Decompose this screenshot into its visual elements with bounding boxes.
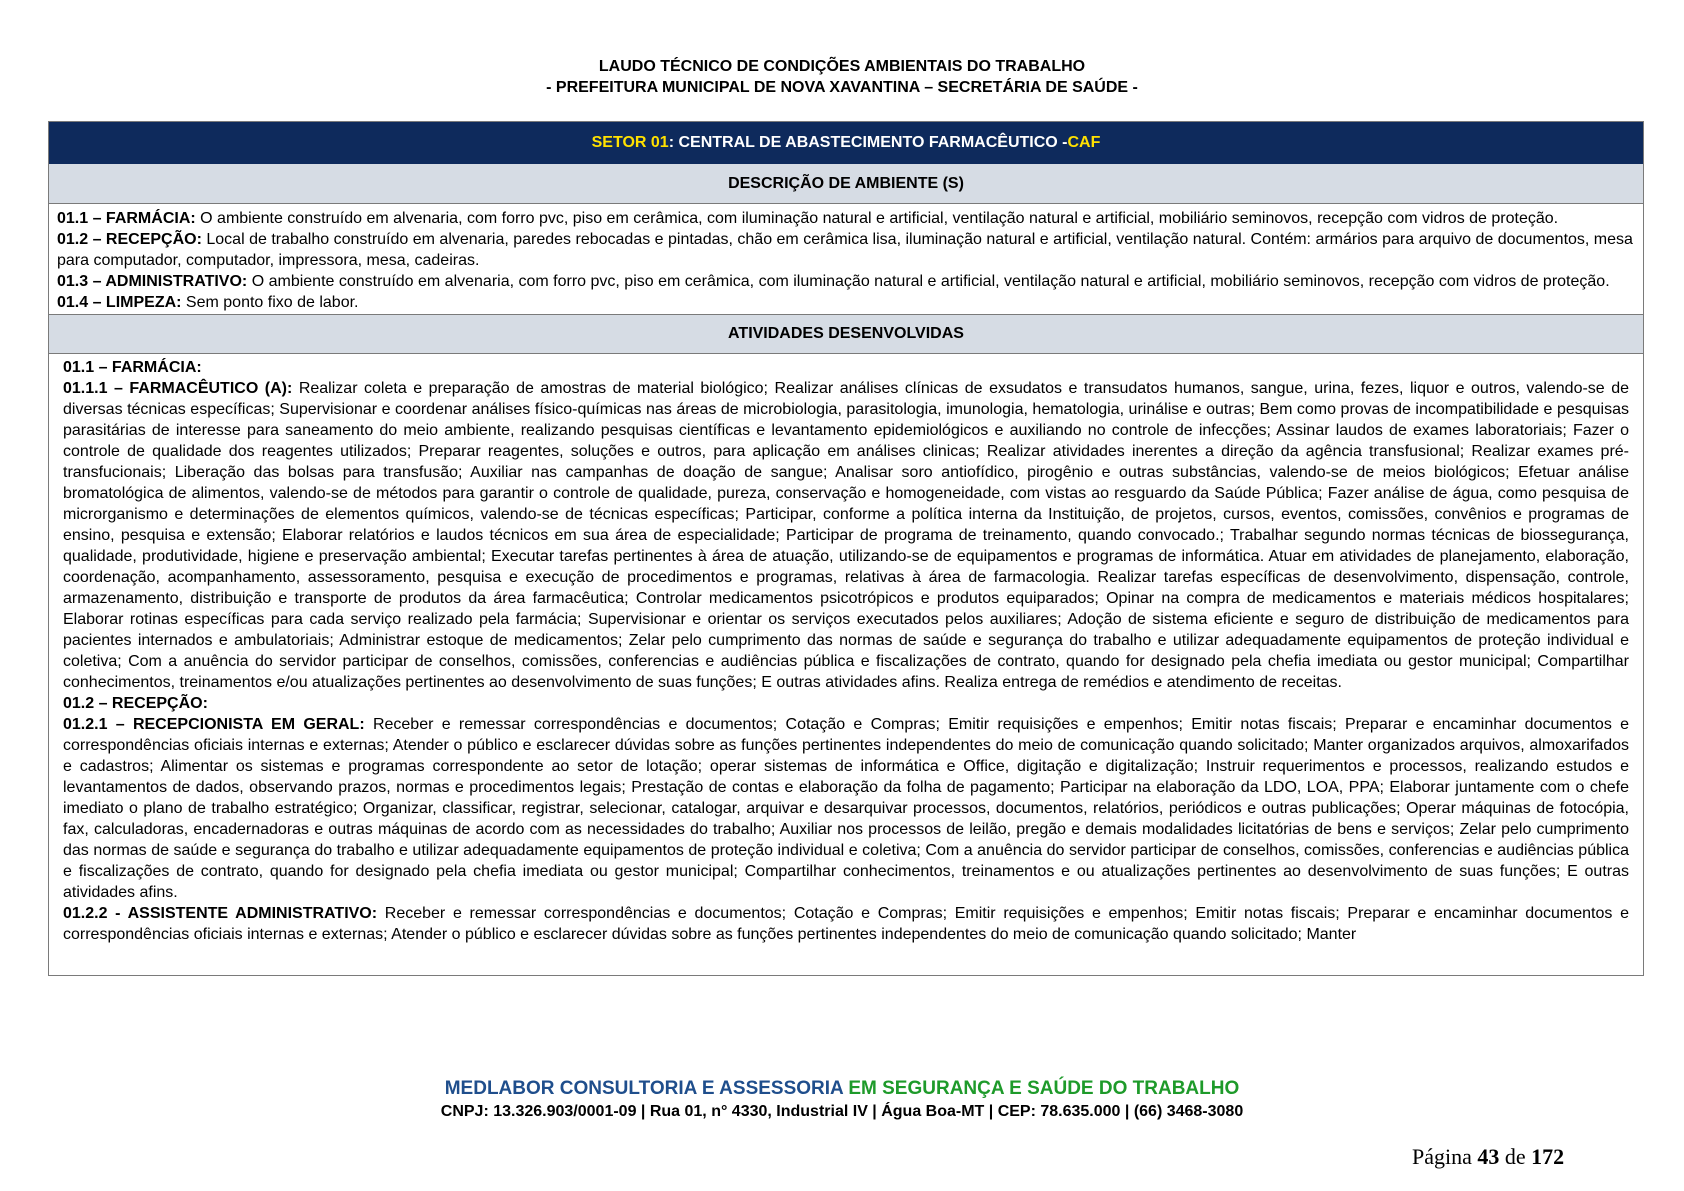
sector-table: [48, 121, 1644, 976]
sector-label: SETOR 01: [591, 134, 669, 151]
footer-contact: CNPJ: 13.326.903/0001-09 | Rua 01, n° 4330, Industrial IV | Água Boa-MT | CEP: 78.635.000 | (66) 3468-3080: [440, 1103, 1244, 1120]
page-prefix: Página: [1412, 1144, 1478, 1169]
assistente-activity: [63, 903, 1629, 945]
document-subtitle: - PREFEITURA MUNICIPAL DE NOVA XAVANTINA – SECRETÁRIA DE SAÚDE -: [546, 79, 1138, 96]
farmaceutico-label: 01.1.1 – FARMACÊUTICO (A):: [63, 380, 293, 397]
recepcionista-activity: [63, 714, 1629, 903]
document-title: LAUDO TÉCNICO DE CONDIÇÕES AMBIENTAIS DO TRABALHO: [598, 58, 1086, 75]
description-item: [57, 271, 1635, 292]
activities-heading: ATIVIDADES DESENVOLVIDAS: [49, 314, 1643, 354]
farmaceutico-text: Realizar coleta e preparação de amostras de material biológico; Realizar análises clínicas de exsudatos e transudatos humanos, sangue, urina, fezes, liquor e outros, valendo-se de diversas técnicas específicas; Supervisionar e coordenar análises físico-químicas nas áreas de microbiologia, parasitologia, imunologia, hematologia, urinálise e outras; Bem como provas de incompatibilidade e pesquisas parasitárias de interesse para saneamento do meio ambiente, realizando pesquisas científicas e levantamento epidemiológicos e auxiliando no controle de infecções; Assinar laudos de exames laboratoriais; Fazer o controle de qualidade dos reagentes utilizados; Preparar reagentes, soluções e outros, para aplicação em análises clinicas; Realizar atividades inerentes a direção da agência transfusional; Realizar exames pré-transfucionais; Liberação das bolsas para transfusão; Auxiliar nas campanhas de doação de sangue; Analisar soro antiofídico, pirogênio e outras substâncias, valendo-se de meios biológicos; Efetuar análise bromatológica de alimentos, valendo-se de métodos para garantir o controle de qualidade, pureza, conservação e homogeneidade, com vistas ao resguardo da Saúde Pública; Fazer análise de água, como pesquisa de microrganismo e determinações de elementos químicos, valendo-se de técnicas específicas; Participar, conforme a política interna da Instituição, de projetos, cursos, eventos, comissões, convênios e programas de ensino, pesquisa e extensão; Elaborar relatórios e laudos técnicos em sua área de especialidade; Participar de programa de treinamento, quando convocado.; Trabalhar segundo normas técnicas de biossegurança, qualidade, produtividade, higiene e preservação ambiental; Executar tarefas pertinentes à área de atuação, utilizando-se de equipamentos e programas de informática. Atuar em atividades de planejamento, elaboração, coordenação, acompanhamento, assessoramento, pesquisa e execução de procedimentos e programas, relativas à área de farmacologia. Realizar tarefas específicas de desenvolvimento, dispensação, controle, armazenamento, distribuição e transporte de produtos da área farmacêutica; Controlar medicamentos psicotrópicos e produtos equiparados; Opinar na compra de medicamentos e materiais médicos hospitalares; Elaborar rotinas específicas para cada serviço realizado pela farmácia; Supervisionar e orientar os serviços executados pelos auxiliares; Adoção de sistema eficiente e seguro de distribuição de medicamentos para pacientes internados e ambulatoriais; Administrar estoque de medicamentos; Zelar pelo cumprimento das normas de saúde e segurança do trabalho e utilizar adequadamente equipamentos de proteção individual e coletiva; Com a anuência do servidor participar de conselhos, comissões, conferencias e audiências pública e fiscalizações de contrato, quando for designado pela chefia imediata ou gestor municipal; Compartilhar conhecimentos, treinamentos e/ou atualizações pertinentes ao desenvolvimento de suas funções; E outras atividades afins. Realiza entrega de remédios e atendimento de receitas.: [63, 380, 1630, 691]
document-header: [0, 56, 1684, 98]
assistente-label: 01.2.2 - ASSISTENTE ADMINISTRATIVO:: [63, 905, 378, 922]
description-item-label: 01.4 – LIMPEZA:: [57, 294, 182, 311]
description-item-text: Sem ponto fixo de labor.: [181, 294, 359, 311]
description-item-label: 01.1 – FARMÁCIA:: [57, 210, 196, 227]
description-item-label: 01.2 – RECEPÇÃO:: [57, 231, 202, 248]
assistente-text: Receber e remessar correspondências e documentos; Cotação e Compras; Emitir requisições e empenhos; Emitir notas fiscais; Preparar e encaminhar documentos e correspondências oficiais internas e externas; Atender o público e esclarecer dúvidas sobre as funções pertinentes independentes do meio de comunicação quando solicitado; Manter: [63, 905, 1629, 943]
activities-body: [49, 354, 1643, 975]
description-body: [49, 204, 1643, 314]
description-item: [57, 229, 1635, 271]
footer-company-name: MEDLABOR CONSULTORIA E ASSESSORIA: [444, 1078, 849, 1099]
document-footer: [0, 1077, 1684, 1122]
footer-company-tagline: EM SEGURANÇA E SAÚDE DO TRABALHO: [848, 1078, 1240, 1099]
page-separator: de: [1499, 1144, 1532, 1169]
page-total: 172: [1531, 1144, 1565, 1169]
page-number: [1412, 1144, 1564, 1170]
recepcionista-text: Receber e remessar correspondências e documentos; Cotação e Compras; Emitir requisições e empenhos; Emitir notas fiscais; Preparar e encaminhar documentos e correspondências oficiais internas e externas; Atender o público e esclarecer dúvidas sobre as funções pertinentes independentes do meio de comunicação quando solicitado; Manter organizados arquivos, almoxarifados e cadastros; Alimentar os sistemas e programas correspondente ao setor de lotação; operar sistemas de informática e Office, digitação e digitalização; Instruir requerimentos e processos, realizando estudos e levantamentos de dados, observando prazos, normas e procedimentos legais; Prestação de contas e elaboração da folha de pagamento; Participar na elaboração da LDO, LOA, PPA; Elaborar juntamente com o chefe imediato o plano de trabalho estratégico; Organizar, classificar, registrar, selecionar, catalogar, arquivar e desarquivar processos, documentos, relatórios, periódicos e outras publicações; Operar máquinas de fotocópia, fax, calculadoras, encadernadoras e outras máquinas de acordo com as necessidades do trabalho; Auxiliar nos processos de leilão, pregão e demais modalidades licitatórias de bens e serviços; Zelar pelo cumprimento das normas de saúde e segurança do trabalho e utilizar adequadamente equipamentos de proteção individual e coletiva; Com a anuência do servidor participar de conselhos, comissões, conferencias e audiências pública e fiscalizações de contrato, quando for designado pela chefia imediata ou gestor municipal; Compartilhar conhecimentos, treinamentos e ou atualizações pertinentes ao desenvolvimento de suas funções; E outras atividades afins.: [63, 716, 1629, 901]
description-item: [57, 208, 1635, 229]
description-item-text: Local de trabalho construído em alvenaria, paredes rebocadas e pintadas, chão em cerâmica lisa, iluminação natural e artificial, ventilação natural. Contém: armários para arquivo de documentos, mesa para computador, computador, impressora, mesa, cadeiras.: [57, 231, 1633, 269]
recepcionista-label: 01.2.1 – RECEPCIONISTA EM GERAL:: [63, 716, 365, 733]
sector-title-bar: [49, 122, 1643, 164]
recepcao-title: 01.2 – RECEPÇÃO:: [63, 695, 208, 712]
page-current: 43: [1477, 1144, 1500, 1169]
description-item-text: O ambiente construído em alvenaria, com forro pvc, piso em cerâmica, com iluminação natural e artificial, ventilação natural e artificial, mobiliário seminovos, recepção com vidros de proteção.: [195, 210, 1559, 227]
sector-name: : CENTRAL DE ABASTECIMENTO FARMACÊUTICO -: [668, 134, 1068, 151]
description-item: [57, 292, 1635, 313]
farmacia-title: 01.1 – FARMÁCIA:: [63, 359, 202, 376]
sector-code: CAF: [1067, 134, 1101, 151]
description-item-text: O ambiente construído em alvenaria, com forro pvc, piso em cerâmica, com iluminação natural e artificial, ventilação natural e artificial, mobiliário seminovos, recepção com vidros de proteção.: [247, 273, 1610, 290]
description-heading: DESCRIÇÃO DE AMBIENTE (S): [49, 164, 1643, 204]
farmaceutico-activity: [63, 378, 1629, 693]
footer-company: [0, 1077, 1684, 1101]
description-item-label: 01.3 – ADMINISTRATIVO:: [57, 273, 248, 290]
